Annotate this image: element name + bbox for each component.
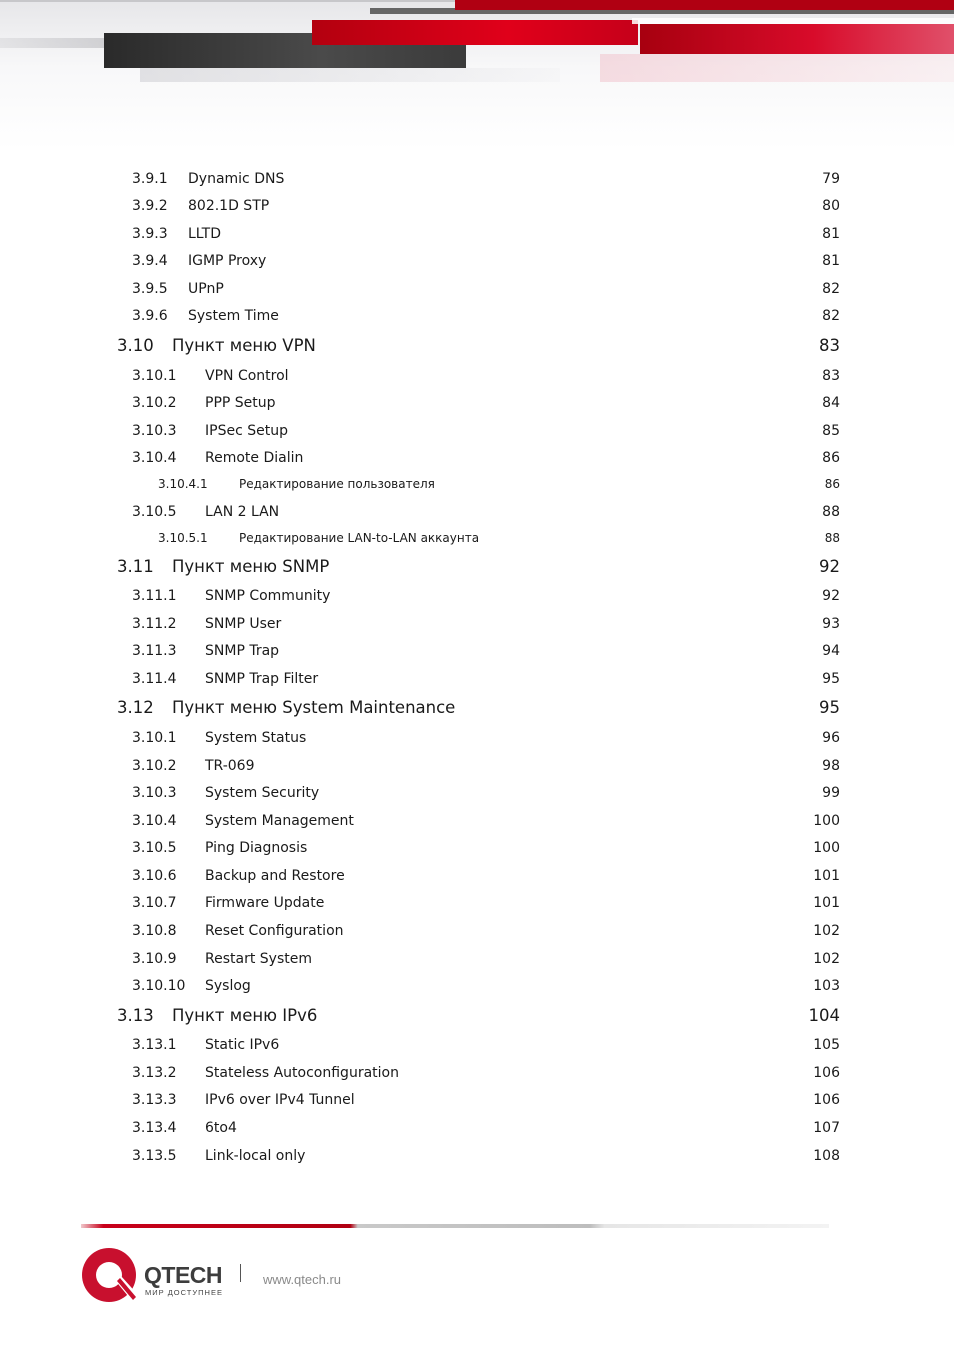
toc-entry-title: LLTD xyxy=(188,226,222,242)
toc-entry-title: UPnP xyxy=(188,281,224,297)
toc-entry-title: PPP Setup xyxy=(205,395,276,411)
toc-entry-number: 3.10.3 xyxy=(132,785,177,801)
toc-entry-title: SNMP Trap Filter xyxy=(205,671,319,687)
toc-entry-page: 107 xyxy=(813,1120,840,1136)
toc-entry-title: System Security xyxy=(205,785,320,801)
toc-entry-page: 88 xyxy=(822,504,840,520)
toc-entry-page: 95 xyxy=(819,698,840,717)
toc-entry-page: 83 xyxy=(819,336,840,355)
toc-entry-page: 103 xyxy=(813,978,840,994)
toc-entry-page: 88 xyxy=(824,531,840,545)
toc-entry-title: Редактирование LAN-to-LAN аккаунта xyxy=(239,531,480,545)
toc-entry-title: Link-local only xyxy=(205,1148,306,1164)
toc-entry-page: 108 xyxy=(813,1148,840,1164)
toc-entry-title: Пункт меню System Maintenance xyxy=(172,698,456,717)
toc-entry-number: 3.10.2 xyxy=(132,758,177,774)
toc-entry-page: 82 xyxy=(822,281,840,297)
toc-entry-title: Firmware Update xyxy=(205,895,325,911)
toc-entry-page: 102 xyxy=(813,923,840,939)
toc-entry-number: 3.9.2 xyxy=(132,198,168,214)
toc-entry-title: Syslog xyxy=(205,978,251,994)
toc-entry-page: 98 xyxy=(822,758,840,774)
brand-name: QTECH xyxy=(144,1262,222,1288)
toc-entry-number: 3.13.2 xyxy=(132,1065,177,1081)
toc-entry-title: Dynamic DNS xyxy=(188,171,285,187)
toc-entry-title: Пункт меню SNMP xyxy=(172,557,330,576)
toc-entry-page: 84 xyxy=(822,395,840,411)
toc-entry-page: 93 xyxy=(822,616,840,632)
toc-entry-number: 3.13 xyxy=(117,1006,154,1025)
toc-entry-title: Restart System xyxy=(205,951,312,967)
toc-entry-page: 96 xyxy=(822,730,840,746)
toc-entry-title: Stateless Autoconfiguration xyxy=(205,1065,399,1081)
toc-entry-page: 101 xyxy=(813,868,840,884)
toc-entry-number: 3.11 xyxy=(117,557,154,576)
toc-entry-number: 3.10.4 xyxy=(132,813,177,829)
toc-entry-number: 3.10 xyxy=(117,336,154,355)
toc-entry-title: SNMP User xyxy=(205,616,282,632)
banner-stripe xyxy=(632,18,954,24)
toc-entry-page: 104 xyxy=(808,1006,840,1025)
toc-entry-title: SNMP Community xyxy=(205,588,331,604)
toc-entry-number: 3.13.1 xyxy=(132,1037,177,1053)
banner-stripe-red xyxy=(455,0,954,10)
toc-entry-title: VPN Control xyxy=(205,368,289,384)
toc-entry-number: 3.10.4 xyxy=(132,450,177,466)
toc-entry-page: 101 xyxy=(813,895,840,911)
toc-entry-number: 3.10.9 xyxy=(132,951,177,967)
toc-entry-title: Ping Diagnosis xyxy=(205,840,308,856)
brand-slogan: МИР ДОСТУПНЕЕ xyxy=(145,1288,223,1297)
toc-entry-page: 83 xyxy=(822,368,840,384)
toc-entry-title: LAN 2 LAN xyxy=(205,504,280,520)
banner-stripe-red xyxy=(312,20,638,45)
toc-entry-title: IGMP Proxy xyxy=(188,253,267,269)
toc-entry-page: 92 xyxy=(822,588,840,604)
toc-entry-title: IPSec Setup xyxy=(205,423,288,439)
toc-entry-page: 102 xyxy=(813,951,840,967)
toc-entry-number: 3.11.1 xyxy=(132,588,177,604)
toc-entry-page: 99 xyxy=(822,785,840,801)
toc-entry-title: Reset Configuration xyxy=(205,923,344,939)
toc-entry-number: 3.10.1 xyxy=(132,368,177,384)
toc-entry-page: 92 xyxy=(819,557,840,576)
toc-entry-title: TR-069 xyxy=(205,758,255,774)
toc-entry-page: 80 xyxy=(822,198,840,214)
toc-entry-number: 3.11.3 xyxy=(132,643,177,659)
toc-entry-page: 100 xyxy=(813,840,840,856)
website-link[interactable]: www.qtech.ru xyxy=(263,1272,342,1287)
toc-entry-page: 100 xyxy=(813,813,840,829)
toc-entry-title: System Status xyxy=(205,730,307,746)
toc-entry-number: 3.10.3 xyxy=(132,423,177,439)
toc-entry-page: 82 xyxy=(822,308,840,324)
toc-entry-number: 3.9.1 xyxy=(132,171,168,187)
toc-entry-number: 3.10.4.1 xyxy=(158,477,208,491)
toc-entry-page: 81 xyxy=(822,253,840,269)
toc-entry-title: 802.1D STP xyxy=(188,198,270,214)
banner-stripe xyxy=(140,68,560,82)
toc-entry-title: System Management xyxy=(205,813,354,829)
toc-entry-number: 3.10.2 xyxy=(132,395,177,411)
footer-rule xyxy=(81,1224,829,1228)
toc-entry-title: Пункт меню IPv6 xyxy=(172,1006,318,1025)
toc-entry-number: 3.9.5 xyxy=(132,281,168,297)
toc-entry-title: Remote Dialin xyxy=(205,450,304,466)
toc-entry-title: Пункт меню VPN xyxy=(172,336,316,355)
toc-entry-number: 3.10.6 xyxy=(132,868,177,884)
toc-entry-page: 81 xyxy=(822,226,840,242)
toc-entry-page: 94 xyxy=(822,643,840,659)
toc-entry-page: 106 xyxy=(813,1065,840,1081)
toc-entry-title: 6to4 xyxy=(205,1120,237,1136)
toc-entry-title: Редактирование пользователя xyxy=(239,477,435,491)
toc-entry-number: 3.13.3 xyxy=(132,1092,177,1108)
toc-entry-page: 85 xyxy=(822,423,840,439)
toc-entry-number: 3.10.1 xyxy=(132,730,177,746)
toc-entry-number: 3.9.6 xyxy=(132,308,168,324)
header-banner xyxy=(0,0,954,150)
toc-entry-page: 106 xyxy=(813,1092,840,1108)
toc-entry-page: 105 xyxy=(813,1037,840,1053)
toc-entry-number: 3.10.10 xyxy=(132,978,186,994)
toc-entry-number: 3.13.4 xyxy=(132,1120,177,1136)
toc-entry-page: 95 xyxy=(822,671,840,687)
toc-entry-number: 3.10.8 xyxy=(132,923,177,939)
toc-entry-number: 3.10.5.1 xyxy=(158,531,208,545)
toc-entry-title: IPv6 over IPv4 Tunnel xyxy=(205,1092,355,1108)
toc-entry-number: 3.12 xyxy=(117,698,154,717)
toc-entry-number: 3.10.5 xyxy=(132,840,177,856)
toc-entry-title: Static IPv6 xyxy=(205,1037,280,1053)
toc-entry-title: System Time xyxy=(188,308,279,324)
toc-entry-page: 79 xyxy=(822,171,840,187)
toc-entry-number: 3.11.4 xyxy=(132,671,177,687)
qtech-logo-icon xyxy=(81,1246,141,1306)
toc-entry-number: 3.10.5 xyxy=(132,504,177,520)
footer-divider xyxy=(240,1264,241,1282)
toc-entry-number: 3.11.2 xyxy=(132,616,177,632)
toc-entry-number: 3.9.3 xyxy=(132,226,168,242)
toc-entry-number: 3.13.5 xyxy=(132,1148,177,1164)
toc-entry-title: Backup and Restore xyxy=(205,868,345,884)
toc-entry-page: 86 xyxy=(824,477,840,491)
toc-entry-number: 3.10.7 xyxy=(132,895,177,911)
toc-entry-number: 3.9.4 xyxy=(132,253,168,269)
banner-stripe-red xyxy=(640,24,954,54)
banner-stripe xyxy=(600,54,954,82)
toc-entry-title: SNMP Trap xyxy=(205,643,280,659)
toc-entry-page: 86 xyxy=(822,450,840,466)
